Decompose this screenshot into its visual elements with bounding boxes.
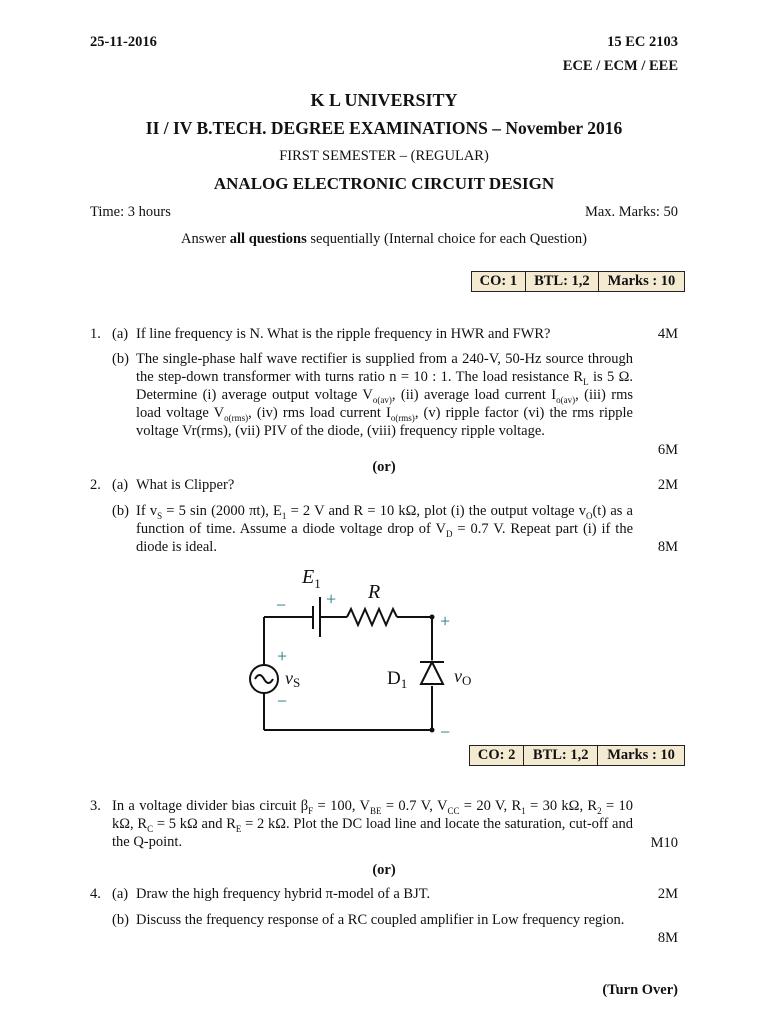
diode-triangle bbox=[421, 662, 443, 684]
label-d1: $D_1$ bbox=[387, 668, 408, 691]
q2a-label: (a) bbox=[112, 477, 129, 493]
or-divider-2: (or) bbox=[372, 862, 396, 878]
q4b-label: (b) bbox=[112, 912, 129, 928]
q4a-label: (a) bbox=[112, 886, 129, 902]
q2a-marks: 2M bbox=[657, 477, 678, 493]
co-table-1 bbox=[471, 271, 685, 292]
q2b-marks: 8M bbox=[657, 539, 678, 555]
semester: FIRST SEMESTER – (REGULAR) bbox=[279, 148, 489, 164]
q3-text: In a voltage divider bias circuit $\beta_F = 100$, $V_{BE} = 0.7$ V, $V_{CC} = 20$ V, $R_1 = 30$ kΩ, $R_2 = 10$ kΩ, $R_C = 5$ kΩ and $R_E = 2$ kΩ. Plot the DC load line and locate the saturation, cut-off and the Q-point. bbox=[112, 798, 633, 850]
q1b-text: The single-phase half wave rectifier is supplied from a 240-V, 50-Hz source through the step-down transformer with turns ratio n = 10 : 1. The load resistance $R_L$ is 5 Ω. Determine (i) average output voltage $V_{o(av)}$, (ii) average load current $I_{o(av)}$, (iii) rms load voltage $V_{o(rms)}$, (iv) rms load current $I_{o(rms)}$, (v) ripple factor (vi) the rms ripple voltage Vr(rms), (vii) PIV of the diode, (viii) frequency ripple voltage. bbox=[136, 351, 633, 439]
instructions: Answer all questions sequentially (Internal choice for each Question) bbox=[181, 231, 587, 247]
q4a-marks: 2M bbox=[657, 886, 678, 902]
q2a-text: What is Clipper? bbox=[136, 477, 235, 493]
label-vs: vS bbox=[285, 668, 301, 690]
q4-number: 4. bbox=[90, 886, 101, 902]
q1b-label: (b) bbox=[112, 351, 129, 367]
node-bottom-right bbox=[430, 728, 435, 733]
max-marks: Max. Marks: 50 bbox=[584, 204, 678, 220]
resistor-symbol bbox=[347, 609, 397, 625]
label-r: R bbox=[368, 581, 381, 603]
q1b-marks: 6M bbox=[657, 442, 678, 458]
node-top-right bbox=[430, 615, 435, 620]
q1a-text: If line frequency is N. What is the ripple frequency in HWR and FWR? bbox=[136, 326, 551, 342]
q1a-label: (a) bbox=[112, 326, 129, 342]
marks-cell: Marks : 10 bbox=[598, 272, 684, 292]
label-minus-vo: − bbox=[440, 722, 451, 742]
exam-title: II / IV B.TECH. DEGREE EXAMINATIONS – November 2016 bbox=[145, 118, 623, 138]
turn-over-note: (Turn Over) bbox=[602, 982, 678, 998]
q4a-text: Draw the high frequency hybrid π-model of a BJT. bbox=[136, 886, 431, 902]
label-minus-vs: − bbox=[277, 691, 288, 711]
label-plus-e1: + bbox=[326, 589, 337, 609]
q4b-marks: 8M bbox=[657, 930, 678, 946]
co-cell: CO: 2 bbox=[470, 746, 524, 766]
q2b-text: If $v_S = 5$ sin (2000 πt), $E_1 = 2$ V and R = 10 kΩ, plot (i) the output voltage $v_O(t)$ as a function of time. Assume a diode voltage drop of $V_D = 0.7$ V. Repeat part (i) if the diode is ideal. bbox=[136, 503, 634, 555]
q2b-label: (b) bbox=[112, 503, 129, 519]
q3-number: 3. bbox=[90, 798, 101, 814]
ac-source-sine-icon bbox=[255, 675, 273, 683]
exam-date: 25-11-2016 bbox=[90, 34, 157, 50]
or-divider-1: (or) bbox=[372, 459, 396, 475]
label-plus-vs: + bbox=[277, 646, 288, 666]
marks-cell: Marks : 10 bbox=[598, 746, 685, 766]
q4b-text: Discuss the frequency response of a RC coupled amplifier in Low frequency region. bbox=[136, 912, 625, 928]
btl-cell: BTL: 1,2 bbox=[524, 746, 598, 766]
q3-marks: M10 bbox=[650, 835, 678, 851]
label-minus-e1: − bbox=[276, 595, 287, 615]
q1-number: 1. bbox=[90, 326, 101, 342]
clipper-circuit-diagram bbox=[240, 560, 490, 745]
label-e1: $E_1$ bbox=[302, 566, 321, 591]
co-table-2 bbox=[469, 745, 685, 766]
co-cell: CO: 1 bbox=[472, 272, 526, 292]
course-title: ANALOG ELECTRONIC CIRCUIT DESIGN bbox=[213, 174, 555, 193]
time-duration: Time: 3 hours bbox=[90, 204, 171, 220]
q2-number: 2. bbox=[90, 477, 101, 493]
label-vo: vO bbox=[454, 666, 472, 688]
branches: ECE / ECM / EEE bbox=[562, 58, 678, 74]
q1a-marks: 4M bbox=[657, 326, 678, 342]
label-plus-vo: + bbox=[440, 611, 451, 631]
university-name: K L UNIVERSITY bbox=[310, 90, 458, 110]
course-code: 15 EC 2103 bbox=[607, 34, 678, 50]
btl-cell: BTL: 1,2 bbox=[525, 272, 598, 292]
